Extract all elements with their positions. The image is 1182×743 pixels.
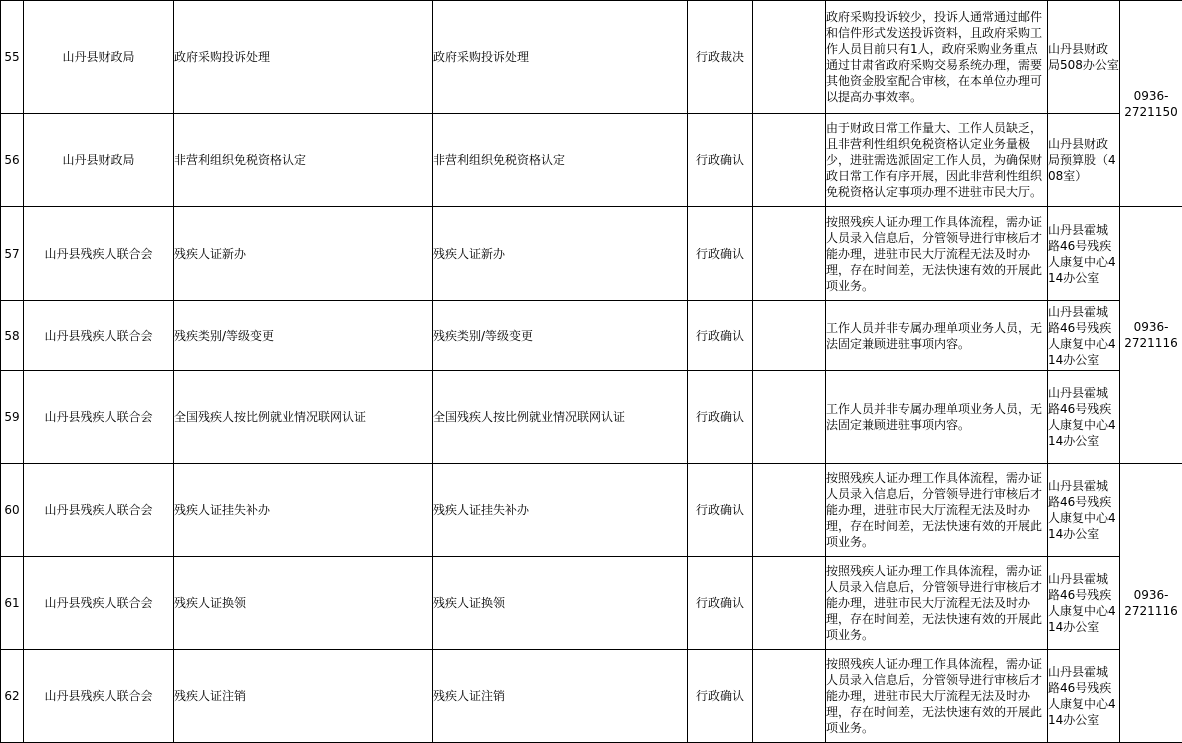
- location-cell: 山丹县霍城路46号残疾人康复中心414办公室: [1048, 371, 1120, 464]
- row-number: 59: [1, 371, 24, 464]
- location-cell: 山丹县霍城路46号残疾人康复中心414办公室: [1048, 301, 1120, 371]
- sub-matter-cell: 残疾人证换领: [433, 557, 688, 650]
- reason-cell: 按照残疾人证办理工作具体流程，需办证人员录入信息后，分管领导进行审核后才能办理，进驻市民大厅流程无法及时办理，存在时间差，无法快速有效的开展此项业务。: [826, 207, 1048, 301]
- matter-type-cell: 行政确认: [688, 301, 753, 371]
- department-cell: 山丹县残疾人联合会: [24, 371, 174, 464]
- department-cell: 山丹县残疾人联合会: [24, 557, 174, 650]
- empty-cell: [753, 557, 826, 650]
- phone-cell: [1120, 464, 1182, 743]
- matter-name-cell: 残疾人证挂失补办: [174, 464, 433, 557]
- matter-type-cell: 行政确认: [688, 207, 753, 301]
- matter-name-cell: 残疾人证新办: [174, 207, 433, 301]
- reason-cell: 按照残疾人证办理工作具体流程，需办证人员录入信息后，分管领导进行审核后才能办理，进驻市民大厅流程无法及时办理，存在时间差，无法快速有效的开展此项业务。: [826, 650, 1048, 743]
- phone-number: 0936-2721116: [1120, 587, 1182, 619]
- department-cell: 山丹县残疾人联合会: [24, 207, 174, 301]
- table-row: [1, 207, 1182, 301]
- table-row: [1, 464, 1182, 557]
- location-cell: 山丹县霍城路46号残疾人康复中心414办公室: [1048, 557, 1120, 650]
- matter-type-cell: 行政确认: [688, 114, 753, 207]
- row-number: 62: [1, 650, 24, 743]
- row-number: 55: [1, 1, 24, 114]
- department-cell: 山丹县财政局: [24, 1, 174, 114]
- table-row: [1, 114, 1182, 207]
- reason-cell: 工作人员并非专属办理单项业务人员，无法固定兼顾进驻事项内容。: [826, 301, 1048, 371]
- empty-cell: [753, 207, 826, 301]
- table-row: [1, 650, 1182, 743]
- matter-type-cell: 行政确认: [688, 464, 753, 557]
- matter-name-cell: 残疾人证注销: [174, 650, 433, 743]
- matter-name-cell: 残疾人证换领: [174, 557, 433, 650]
- reason-cell: 由于财政日常工作量大、工作人员缺乏，且非营利性组织免税资格认定业务量极少，进驻需选派固定工作人员，为确保财政日常工作有序开展，因此非营利性组织免税资格认定事项办理不进驻市民大厅。: [826, 114, 1048, 207]
- location-cell: 山丹县霍城路46号残疾人康复中心414办公室: [1048, 207, 1120, 301]
- matter-type-cell: 行政裁决: [688, 1, 753, 114]
- table-row: [1, 557, 1182, 650]
- sub-matter-cell: 残疾类别/等级变更: [433, 301, 688, 371]
- empty-cell: [753, 1, 826, 114]
- reason-cell: 工作人员并非专属办理单项业务人员，无法固定兼顾进驻事项内容。: [826, 371, 1048, 464]
- row-number: 61: [1, 557, 24, 650]
- matter-name-cell: 政府采购投诉处理: [174, 1, 433, 114]
- row-number: 60: [1, 464, 24, 557]
- sub-matter-cell: 全国残疾人按比例就业情况联网认证: [433, 371, 688, 464]
- matter-name-cell: 非营利组织免税资格认定: [174, 114, 433, 207]
- department-cell: 山丹县残疾人联合会: [24, 650, 174, 743]
- empty-cell: [753, 301, 826, 371]
- table-row: [1, 371, 1182, 464]
- table-row: [1, 301, 1182, 371]
- empty-cell: [753, 371, 826, 464]
- reason-cell: 按照残疾人证办理工作具体流程，需办证人员录入信息后，分管领导进行审核后才能办理，进驻市民大厅流程无法及时办理，存在时间差，无法快速有效的开展此项业务。: [826, 557, 1048, 650]
- location-cell: 山丹县霍城路46号残疾人康复中心414办公室: [1048, 464, 1120, 557]
- department-cell: 山丹县财政局: [24, 114, 174, 207]
- sub-matter-cell: 非营利组织免税资格认定: [433, 114, 688, 207]
- reason-cell: 按照残疾人证办理工作具体流程，需办证人员录入信息后，分管领导进行审核后才能办理，进驻市民大厅流程无法及时办理，存在时间差，无法快速有效的开展此项业务。: [826, 464, 1048, 557]
- phone-cell: [1120, 207, 1182, 464]
- sub-matter-cell: 残疾人证注销: [433, 650, 688, 743]
- table-row: [1, 1, 1182, 114]
- department-cell: 山丹县残疾人联合会: [24, 301, 174, 371]
- phone-number: 0936-2721116: [1120, 319, 1182, 351]
- matter-name-cell: 全国残疾人按比例就业情况联网认证: [174, 371, 433, 464]
- matter-type-cell: 行政确认: [688, 650, 753, 743]
- empty-cell: [753, 114, 826, 207]
- location-cell: 山丹县霍城路46号残疾人康复中心414办公室: [1048, 650, 1120, 743]
- phone-number: 0936-2721150: [1120, 88, 1182, 120]
- row-number: 57: [1, 207, 24, 301]
- reason-cell: 政府采购投诉较少，投诉人通常通过邮件和信件形式发送投诉资料，且政府采购工作人员目前只有1人，政府采购业务重点通过甘肃省政府采购交易系统办理，需要其他资金股室配合审核，在本单位办理可以提高办事效率。: [826, 1, 1048, 114]
- sub-matter-cell: 政府采购投诉处理: [433, 1, 688, 114]
- matter-name-cell: 残疾类别/等级变更: [174, 301, 433, 371]
- matter-type-cell: 行政确认: [688, 371, 753, 464]
- empty-cell: [753, 464, 826, 557]
- row-number: 56: [1, 114, 24, 207]
- matter-type-cell: 行政确认: [688, 557, 753, 650]
- sub-matter-cell: 残疾人证新办: [433, 207, 688, 301]
- phone-cell: [1120, 1, 1182, 207]
- sub-matter-cell: 残疾人证挂失补办: [433, 464, 688, 557]
- row-number: 58: [1, 301, 24, 371]
- location-cell: 山丹县财政局508办公室: [1048, 1, 1120, 114]
- empty-cell: [753, 650, 826, 743]
- location-cell: 山丹县财政局预算股（408室）: [1048, 114, 1120, 207]
- department-cell: 山丹县残疾人联合会: [24, 464, 174, 557]
